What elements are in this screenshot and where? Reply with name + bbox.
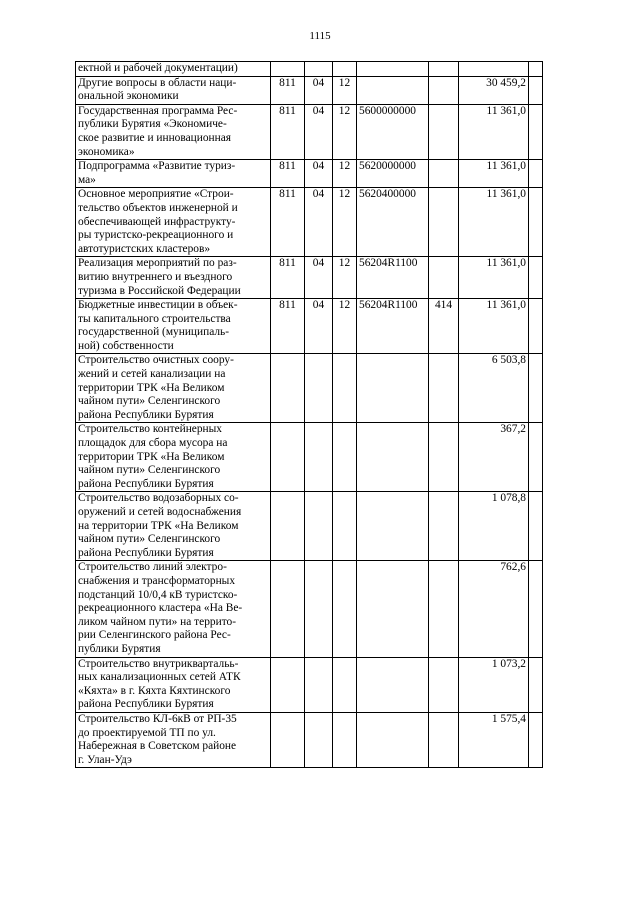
- cell-empty: [529, 257, 543, 299]
- table-row: [76, 188, 543, 257]
- cell-target-article: [357, 492, 429, 561]
- cell-expense-type: [429, 423, 459, 492]
- cell-amount: 30 459,2: [459, 76, 529, 104]
- cell-name: Государственная программа Рес- публики Бурятия «Экономиче- ское развитие и инновационная экономика»: [76, 104, 271, 159]
- cell-expense-type: [429, 492, 459, 561]
- cell-name: Строительство КЛ-6кВ от РП-35 до проектируемой ТП по ул. Набережная в Советском районе г. Улан-Удэ: [76, 712, 271, 767]
- cell-name: Строительство водозаборных со- оружений и сетей водоснабжения на территории ТРК «На Великом чайном пути» Селенгинского района Республики Бурятия: [76, 492, 271, 561]
- cell-ministry-code: [271, 492, 305, 561]
- cell-name: Бюджетные инвестиции в объек- ты капитального строительства государственной (муниципаль- ной) собственности: [76, 299, 271, 354]
- cell-subsection-code: [333, 492, 357, 561]
- cell-expense-type: [429, 76, 459, 104]
- table-row: [76, 657, 543, 712]
- table-row: [76, 160, 543, 188]
- cell-ministry-code: 811: [271, 160, 305, 188]
- cell-subsection-code: 12: [333, 76, 357, 104]
- cell-ministry-code: [271, 62, 305, 77]
- cell-expense-type: [429, 188, 459, 257]
- cell-amount: 11 361,0: [459, 104, 529, 159]
- cell-subsection-code: 12: [333, 160, 357, 188]
- cell-target-article: 5600000000: [357, 104, 429, 159]
- cell-expense-type: [429, 657, 459, 712]
- cell-target-article: 56204R1100: [357, 257, 429, 299]
- cell-empty: [529, 712, 543, 767]
- cell-target-article: [357, 354, 429, 423]
- cell-ministry-code: [271, 423, 305, 492]
- cell-empty: [529, 299, 543, 354]
- cell-empty: [529, 561, 543, 657]
- cell-empty: [529, 657, 543, 712]
- cell-empty: [529, 160, 543, 188]
- table-row: [76, 712, 543, 767]
- cell-amount: 1 073,2: [459, 657, 529, 712]
- cell-target-article: [357, 657, 429, 712]
- table-row: [76, 299, 543, 354]
- cell-subsection-code: [333, 354, 357, 423]
- cell-section-code: 04: [305, 299, 333, 354]
- cell-section-code: [305, 62, 333, 77]
- cell-ministry-code: 811: [271, 299, 305, 354]
- cell-subsection-code: 12: [333, 104, 357, 159]
- table-row: [76, 561, 543, 657]
- cell-subsection-code: [333, 712, 357, 767]
- cell-expense-type: [429, 62, 459, 77]
- cell-expense-type: 414: [429, 299, 459, 354]
- cell-ministry-code: [271, 561, 305, 657]
- table-row: [76, 76, 543, 104]
- cell-ministry-code: [271, 712, 305, 767]
- cell-amount: 11 361,0: [459, 188, 529, 257]
- cell-amount: 11 361,0: [459, 160, 529, 188]
- cell-section-code: 04: [305, 76, 333, 104]
- cell-name: Строительство очистных соору- жений и сетей канализации на территории ТРК «На Великом чайном пути» Селенгинского района Республики Бурятия: [76, 354, 271, 423]
- table-row: [76, 423, 543, 492]
- table-row: [76, 104, 543, 159]
- cell-ministry-code: 811: [271, 257, 305, 299]
- cell-target-article: 5620400000: [357, 188, 429, 257]
- table-row: [76, 62, 543, 77]
- cell-section-code: 04: [305, 160, 333, 188]
- cell-name: Другие вопросы в области наци- ональной экономики: [76, 76, 271, 104]
- cell-amount: [459, 62, 529, 77]
- cell-section-code: 04: [305, 104, 333, 159]
- cell-name: Реализация мероприятий по раз- витию внутреннего и въездного туризма в Российской Федерации: [76, 257, 271, 299]
- cell-target-article: 56204R1100: [357, 299, 429, 354]
- cell-section-code: [305, 712, 333, 767]
- cell-empty: [529, 62, 543, 77]
- cell-name: Подпрограмма «Развитие туриз- ма»: [76, 160, 271, 188]
- cell-amount: 762,6: [459, 561, 529, 657]
- cell-name: Строительство контейнерных площадок для сбора мусора на территории ТРК «На Великом чайном пути» Селенгинского района Республики Бурятия: [76, 423, 271, 492]
- cell-name: Основное мероприятие «Строи- тельство объектов инженерной и обеспечивающей инфраструкту- ры туристско-рекреационного и автотуристских кластеров»: [76, 188, 271, 257]
- cell-target-article: [357, 561, 429, 657]
- cell-section-code: [305, 354, 333, 423]
- cell-name: ектной и рабочей документации): [76, 62, 271, 77]
- cell-ministry-code: 811: [271, 188, 305, 257]
- cell-section-code: [305, 657, 333, 712]
- table-row: [76, 257, 543, 299]
- cell-empty: [529, 354, 543, 423]
- cell-subsection-code: [333, 561, 357, 657]
- cell-section-code: 04: [305, 188, 333, 257]
- cell-subsection-code: [333, 657, 357, 712]
- cell-section-code: [305, 561, 333, 657]
- budget-table: [75, 61, 543, 768]
- table-row: [76, 354, 543, 423]
- page-number: 1115: [309, 30, 331, 42]
- cell-expense-type: [429, 160, 459, 188]
- cell-empty: [529, 188, 543, 257]
- cell-ministry-code: [271, 657, 305, 712]
- cell-target-article: [357, 62, 429, 77]
- cell-section-code: [305, 492, 333, 561]
- cell-subsection-code: 12: [333, 257, 357, 299]
- cell-expense-type: [429, 104, 459, 159]
- cell-target-article: [357, 712, 429, 767]
- cell-amount: 11 361,0: [459, 257, 529, 299]
- cell-expense-type: [429, 561, 459, 657]
- cell-ministry-code: 811: [271, 76, 305, 104]
- cell-expense-type: [429, 712, 459, 767]
- cell-amount: 1 575,4: [459, 712, 529, 767]
- cell-ministry-code: 811: [271, 104, 305, 159]
- cell-expense-type: [429, 354, 459, 423]
- cell-empty: [529, 492, 543, 561]
- cell-target-article: [357, 423, 429, 492]
- cell-subsection-code: [333, 423, 357, 492]
- cell-empty: [529, 104, 543, 159]
- cell-empty: [529, 423, 543, 492]
- cell-section-code: [305, 423, 333, 492]
- cell-amount: 367,2: [459, 423, 529, 492]
- cell-amount: 6 503,8: [459, 354, 529, 423]
- cell-empty: [529, 76, 543, 104]
- cell-subsection-code: [333, 62, 357, 77]
- cell-amount: 1 078,8: [459, 492, 529, 561]
- table-row: [76, 492, 543, 561]
- cell-name: Строительство линий электро- снабжения и трансформаторных подстанций 10/0,4 кВ туристско- рекреационного кластера «На Ве- ликом чайном пути» на террито- рии Селенгинского района Рес- публики Бурятия: [76, 561, 271, 657]
- cell-ministry-code: [271, 354, 305, 423]
- cell-target-article: [357, 76, 429, 104]
- cell-amount: 11 361,0: [459, 299, 529, 354]
- cell-subsection-code: 12: [333, 299, 357, 354]
- cell-subsection-code: 12: [333, 188, 357, 257]
- cell-name: Строительство внутриквартальь- ных канализационных сетей АТК «Кяхта» в г. Кяхта Кяхтинского района Республики Бурятия: [76, 657, 271, 712]
- budget-table-body: [76, 62, 543, 768]
- cell-target-article: 5620000000: [357, 160, 429, 188]
- cell-expense-type: [429, 257, 459, 299]
- cell-section-code: 04: [305, 257, 333, 299]
